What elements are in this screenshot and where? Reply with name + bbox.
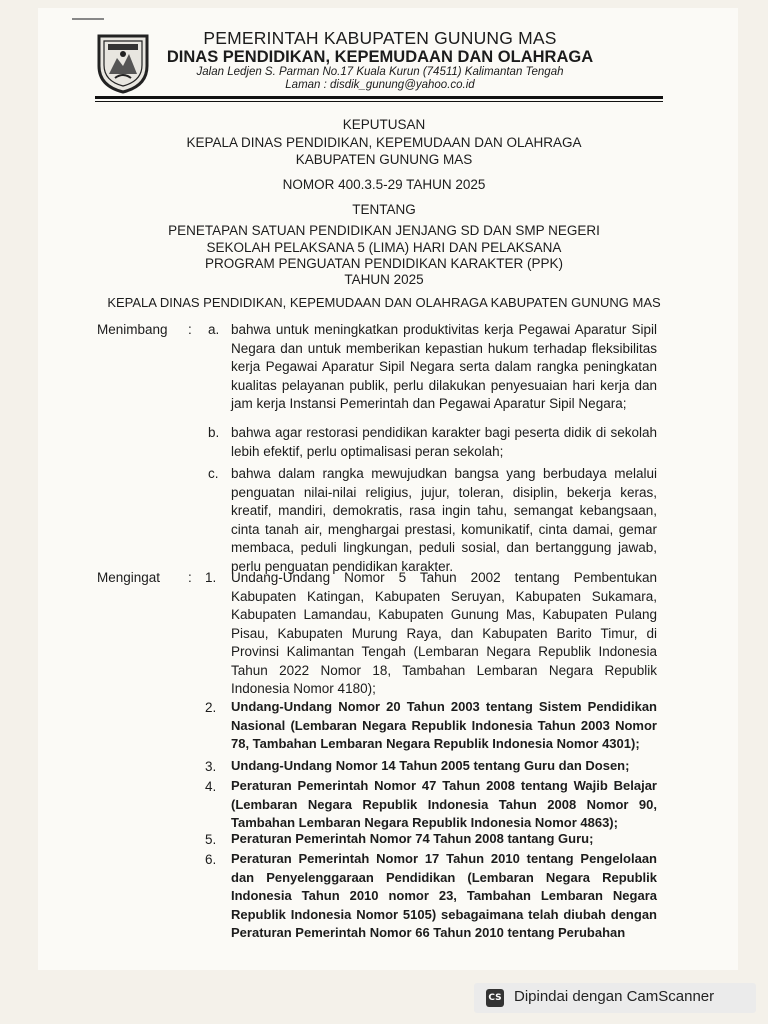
menimbang-label: Menimbang	[97, 322, 168, 337]
camscanner-label: Dipindai dengan CamScanner	[514, 988, 715, 1005]
menimbang-item: bahwa agar restorasi pendidikan karakter bagi peserta didik di sekolah lebih efektif, perlu optimalisasi peran sekolah;	[231, 425, 657, 459]
mengingat-label: Mengingat	[97, 570, 161, 585]
letterhead-department: DINAS PENDIDIKAN, KEPEMUDAAN DAN OLAHRAGA	[166, 48, 594, 66]
gunung-mas-crest-icon	[93, 32, 153, 94]
mengingat-item: Undang-Undang Nomor 20 Tahun 2003 tentang Sistem Pendidikan Nasional (Lembaran Negara Republik Indonesia Tahun 2003 Nomor 78, Tambahan Lembaran Negara Republik Indonesia Nomor 4301);	[231, 699, 657, 751]
mengingat-marker: 5.	[205, 832, 217, 847]
decree-about: TENTANG	[352, 202, 416, 217]
corner-mark	[72, 18, 104, 20]
letterhead-rule-thick	[95, 96, 663, 99]
menimbang-marker: a.	[208, 322, 220, 337]
decree-subject-line4: TAHUN 2025	[344, 272, 424, 287]
mengingat-item: Undang-Undang Nomor 14 Tahun 2005 tentang Guru dan Dosen;	[231, 758, 630, 773]
decree-authority: KEPALA DINAS PENDIDIKAN, KEPEMUDAAN DAN OLAHRAGA KABUPATEN GUNUNG MAS	[107, 295, 661, 310]
camscanner-badge	[474, 983, 756, 1013]
menimbang-marker: c.	[208, 466, 219, 481]
decree-number: NOMOR 400.3.5-29 TAHUN 2025	[282, 177, 486, 192]
letterhead-address: Jalan Ledjen S. Parman No.17 Kuala Kurun (74511) Kalimantan Tengah	[196, 66, 564, 78]
mengingat-marker: 6.	[205, 852, 217, 867]
mengingat-marker: 4.	[205, 779, 217, 794]
menimbang-item: bahwa untuk meningkatkan produktivitas kerja Pegawai Aparatur Sipil Negara dan untuk memberikan kepastian hukum terhadap fleksibilitas kerja Pegawai Aparatur Sipil Negara serta dalam rangka peningkatan kualitas pelayanan publik, perlu dilakukan penyesuaian hari kerja dan jam kerja Instansi Pemerintah dan Pegawai Aparatur Sipil Negara;	[231, 322, 657, 411]
mengingat-item: Peraturan Pemerintah Nomor 47 Tahun 2008 tentang Wajib Belajar (Lembaran Negara Republik Indonesia Tahun 2008 Nomor 90, Tambahan Lembaran Negara Republik Indonesia Nomor 4863);	[231, 778, 657, 830]
decree-issuer: KEPALA DINAS PENDIDIKAN, KEPEMUDAAN DAN OLAHRAGA	[186, 135, 582, 150]
decree-subject-line1: PENETAPAN SATUAN PENDIDIKAN JENJANG SD DAN SMP NEGERI	[168, 223, 600, 238]
mengingat-marker: 3.	[205, 759, 217, 774]
letterhead-government: PEMERINTAH KABUPATEN GUNUNG MAS	[203, 28, 557, 48]
menimbang-marker: b.	[208, 425, 220, 440]
letterhead-rule-thin	[95, 101, 663, 102]
camscanner-icon: CS	[486, 989, 504, 1007]
mengingat-marker: 2.	[205, 700, 217, 715]
mengingat-item: Peraturan Pemerintah Nomor 17 Tahun 2010 tentang Pengelolaan dan Penyelenggaraan Pendidikan (Lembaran Negara Republik Indonesia Tahun 2010 nomor 23, Tambahan Lembaran Negara Republik Indonesia Nomor 5105) sebagaimana telah diubah dengan Peraturan Pemerintah Nomor 66 Tahun 2010 tentang Perubahan	[231, 851, 657, 940]
mengingat-colon: :	[188, 570, 192, 585]
mengingat-item: Undang-Undang Nomor 5 Tahun 2002 tentang Pembentukan Kabupaten Katingan, Kabupaten Seruyan, Kabupaten Sukamara, Kabupaten Lamandau, Kabupaten Gunung Mas, Kabupaten Pulang Pisau, Kabupaten Murung Raya, dan Kabupaten Barito Timur, di Provinsi Kalimantan Tengah (Lembaran Negara Republik Indonesia Tahun 2022 Nomor 18, Tambahan Lembaran Negara Republik Indonesia Nomor 4180);	[231, 570, 657, 696]
decree-issuer-region: KABUPATEN GUNUNG MAS	[295, 152, 473, 167]
menimbang-item: bahwa dalam rangka mewujudkan bangsa yang berbudaya melalui penguatan nilai-nilai religius, jujur, toleran, disiplin, bekerja keras, kreatif, mandiri, demokratis, rasa ingin tahu, semangat kebangsaan, cinta tanah air, menghargai prestasi, komunikatif, cinta damai, gemar membaca, peduli lingkungan, peduli sosial, dan bertanggung jawab, perlu penguatan pendidikan karakter.	[231, 466, 657, 574]
decree-subject-line3: PROGRAM PENGUATAN PENDIDIKAN KARAKTER (PPK)	[204, 256, 564, 271]
menimbang-colon: :	[188, 322, 192, 337]
mengingat-marker: 1.	[205, 570, 217, 585]
mengingat-item: Peraturan Pemerintah Nomor 74 Tahun 2008 tantang Guru;	[231, 831, 594, 846]
letterhead-website: Laman : disdik_gunung@yahoo.co.id	[285, 79, 475, 91]
decree-type: KEPUTUSAN	[342, 117, 426, 132]
decree-subject-line2: SEKOLAH PELAKSANA 5 (LIMA) HARI DAN PELAKSANA	[206, 240, 562, 255]
